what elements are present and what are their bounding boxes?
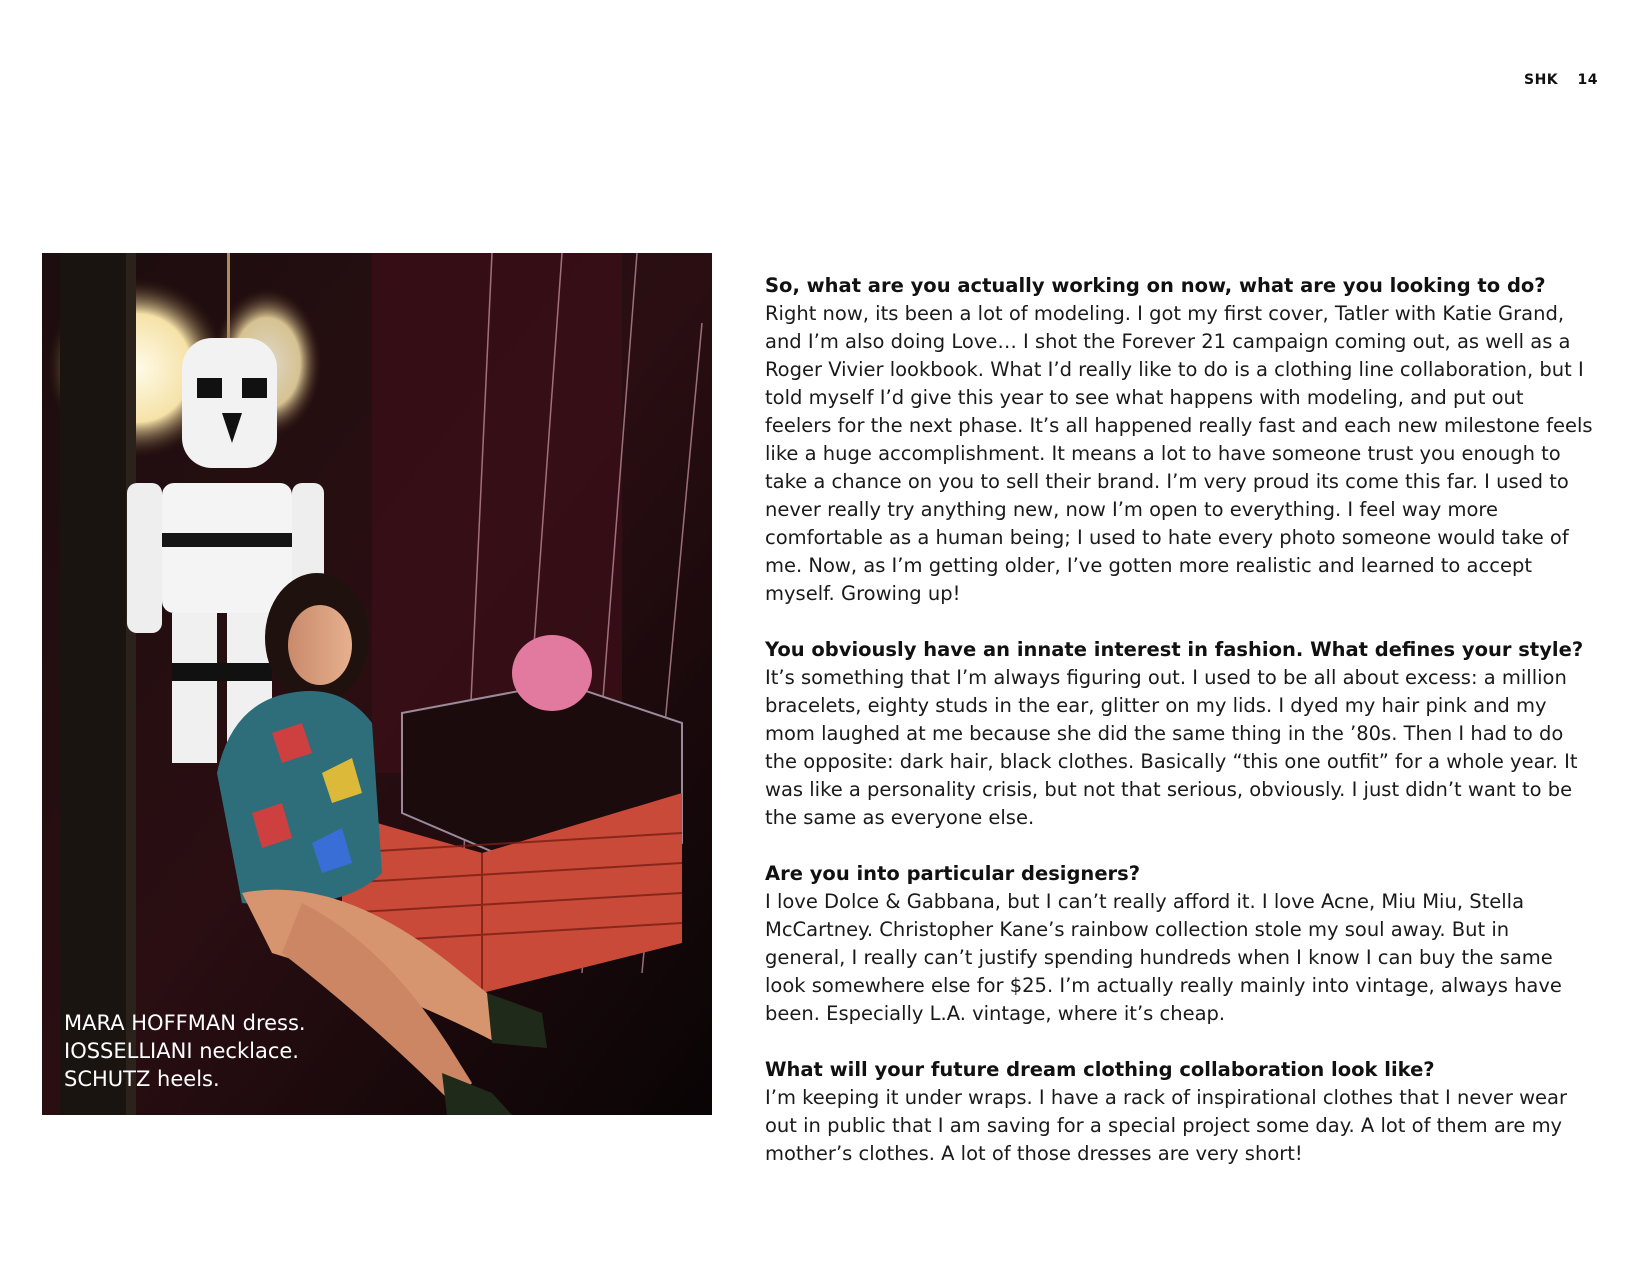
wooden-post <box>60 253 126 1115</box>
qa-block <box>765 1056 1595 1168</box>
answer: I love Dolce & Gabbana, but I can’t really afford it. I love Acne, Miu Miu, Stella McCartney. Christopher Kane’s rainbow collection stole my soul away. But in general, I really can’t justify spending hundreds when I know I can buy the same look somewhere else for $25. I’m actually really mainly into vintage, always have been. Especially L.A. vintage, where it’s cheap. <box>765 890 1562 1025</box>
interview-article <box>765 272 1595 1196</box>
question: Are you into particular designers? <box>765 862 1141 885</box>
pink-hat <box>512 635 592 711</box>
answer: I’m keeping it under wraps. I have a rack of inspirational clothes that I never wear out in public that I am saving for a special project some day. A lot of them are my mother’s clothes. A lot of those dresses are very short! <box>765 1086 1568 1165</box>
question: What will your future dream clothing collaboration look like? <box>765 1058 1435 1081</box>
question: You obviously have an innate interest in fashion. What defines your style? <box>765 638 1584 661</box>
question: So, what are you actually working on now, what are you looking to do? <box>765 274 1546 297</box>
page-header <box>1524 72 1598 88</box>
answer: Right now, its been a lot of modeling. I got my first cover, Tatler with Katie Grand, and I’m also doing Love… I shot the Forever 21 campaign coming out, as well as a Roger Vivier lookbook. What I’d really like to do is a clothing line collaboration, but I told myself I’d give this year to see what happens with modeling, and put out feelers for the next phase. It’s all happened really fast and each new milestone feels like a huge accomplishment. It means a lot to have someone trust you enough to take a chance on you to sell their brand. I’m very proud its come this far. I used to never really try anything new, now I’m open to everything. I feel way more comfortable as a human being; I used to hate every photo someone would take of me. Now, as I’m getting older, I’ve gotten more realistic and learned to accept myself. Growing up! <box>765 302 1593 605</box>
caption-line-dress: MARA HOFFMAN dress. <box>64 1011 306 1035</box>
photo-caption <box>64 1009 306 1093</box>
caption-line-heels: SCHUTZ heels. <box>64 1067 220 1091</box>
qa-block <box>765 272 1595 608</box>
answer: It’s something that I’m always figuring out. I used to be all about excess: a million bracelets, eighty studs in the ear, glitter on my lids. I dyed my hair pink and my mom laughed at me because she did the same thing in the ’80s. Then I had to do the opposite: dark hair, black clothes. Basically “this one outfit” for a whole year. It was like a personality crisis, but not that serious, obviously. I just didn’t want to be the same as everyone else. <box>765 666 1578 829</box>
qa-block <box>765 860 1595 1028</box>
editorial-photo <box>42 253 712 1115</box>
qa-block <box>765 636 1595 832</box>
page-number: 14 <box>1577 72 1598 88</box>
photo-illustration <box>42 253 712 1115</box>
caption-line-necklace: IOSSELLIANI necklace. <box>64 1039 299 1063</box>
section-label: SHK <box>1523 72 1559 88</box>
